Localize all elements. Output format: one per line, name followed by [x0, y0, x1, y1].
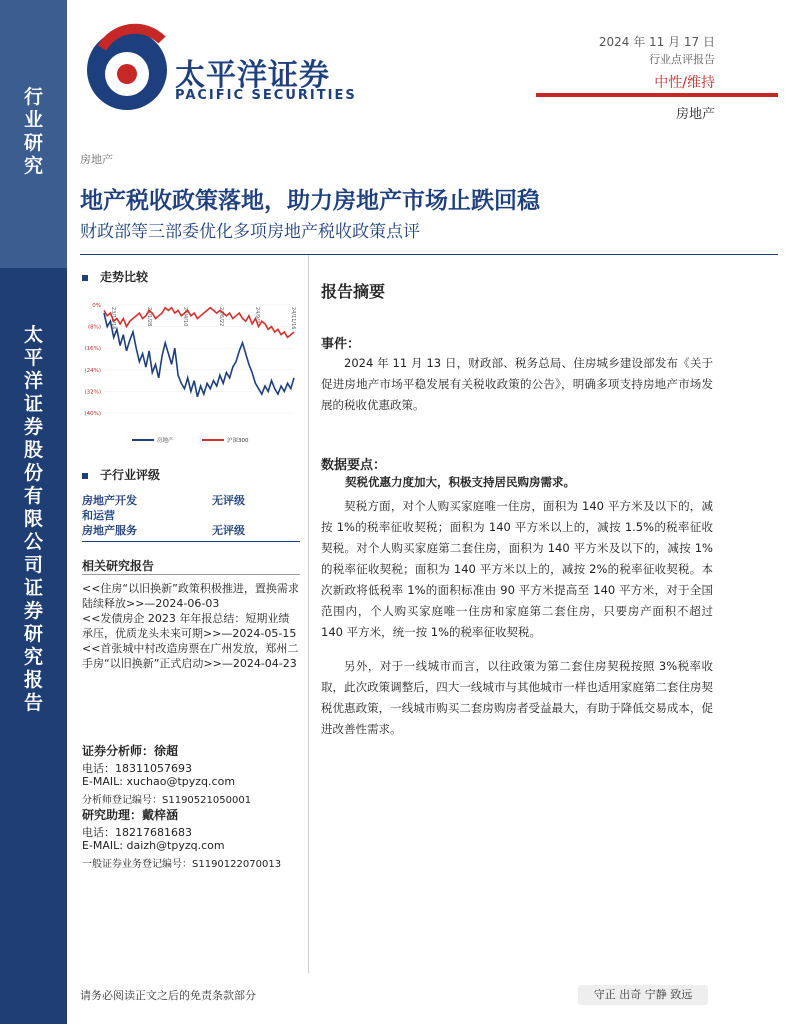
sidebar-top [0, 0, 67, 268]
page-subtitle: 财政部等三部委优化多项房地产税收政策点评 [80, 222, 420, 242]
sidebar-char: 洋 [23, 370, 43, 392]
report-type: 行业点评报告 [649, 53, 715, 66]
abstract-heading: 报告摘要 [321, 282, 386, 301]
table-row: 和运营 [82, 509, 115, 522]
sidebar-top-text: 行 业 研 究 [23, 86, 43, 177]
x-tick-label: 24/6/22 [218, 307, 224, 327]
event-heading: 事件： [321, 337, 361, 352]
legend-label: 沪深300 [227, 438, 249, 444]
analyst-1-reg: 分析师登记编号：S1190521050001 [82, 795, 252, 806]
header-sector: 房地产 [675, 107, 715, 122]
related-divider [82, 574, 300, 575]
analyst-2-phone: 电话：18217681683 [82, 826, 192, 839]
sidebar-bottom-text [0, 326, 67, 717]
table-divider [82, 541, 300, 542]
bullet-square-icon [82, 275, 88, 281]
sidebar-char: 平 [23, 347, 43, 369]
slogan-badge: 守正 出奇 宁静 致远 [578, 985, 708, 1005]
bullet-square-icon [82, 473, 88, 479]
sidebar-char: 告 [23, 692, 43, 714]
sidebar-char: 公 [23, 531, 43, 553]
related-report-link[interactable]: <<住房“以旧换新”政策积极推进，置换需求陆续释放>>—2024-06-03 [82, 582, 299, 610]
y-tick-label: (8%) [87, 324, 101, 331]
y-tick-label: (16%) [84, 346, 101, 353]
sidebar-char: 司 [23, 554, 43, 576]
sidebar-bottom [0, 268, 67, 1024]
analyst-1-email[interactable]: E-MAIL: xuchao@tpyzq.com [82, 775, 236, 788]
points-heading: 数据要点： [321, 458, 387, 473]
trend-chart [82, 295, 300, 455]
rating-underline [536, 93, 778, 97]
analyst-1-phone: 电话：18311057693 [82, 762, 192, 775]
sidebar-char: 份 [23, 462, 43, 484]
report-date: 2024 年 11 月 17 日 [598, 35, 715, 49]
first-tier-paragraph: 另外，对于一线城市而言，以往政策为第二套住房契税按照 3%税率收取，此次政策调整后，四大一线城市与其他城市一样也适用家庭第二套住房契税优惠政策，一线城市购买二套房购房者受益最大，有助于降低交易成本，促进改善性需求。 [321, 659, 713, 736]
sidebar-char: 报 [23, 669, 43, 691]
y-tick-label: (24%) [84, 367, 101, 374]
analyst-2-title: 研究助理：戴梓涵 [82, 808, 179, 822]
trend-heading: 走势比较 [82, 268, 148, 285]
page-title: 地产税收政策落地，助力房地产市场止跌回稳 [80, 187, 540, 214]
x-tick-label: 23/11/16 [110, 307, 116, 330]
key-point: 契税优惠力度加大，积极支持居民购房需求。 [345, 475, 575, 489]
sidebar-char: 限 [23, 508, 43, 530]
y-tick-label: (32%) [84, 389, 101, 396]
sidebar-char: 证 [23, 393, 43, 415]
x-tick-label: 24/9/3 [254, 307, 260, 324]
x-tick-label: 24/11/16 [290, 307, 296, 330]
related-report-link[interactable]: <<发债房企 2023 年年报总结：短期业绩承压，优质龙头未来可期>>—2024-05-15 [82, 612, 297, 640]
event-paragraph: 2024 年 11 月 13 日，财政部、税务总局、住房城乡建设部发布《关于促进房地产市场平稳发展有关税收政策的公告》，明确多项支持房地产市场发展的税收优惠政策。 [321, 356, 713, 412]
x-tick-label: 24/1/28 [146, 307, 152, 327]
y-tick-label: (40%) [84, 411, 101, 417]
industry-rating-heading: 子行业评级 [82, 466, 160, 483]
disclaimer-note: 请务必阅读正文之后的免责条款部分 [80, 989, 256, 1002]
analyst-1-title: 证券分析师：徐超 [82, 744, 179, 758]
sidebar-char: 究 [23, 646, 43, 668]
sector-label: 房地产 [80, 153, 113, 166]
related-report-link[interactable]: <<首张城中村改造房票在广州发放，郑州二手房“以旧换新”正式启动>>—2024-04-23 [82, 642, 299, 670]
sidebar-char: 股 [23, 439, 43, 461]
related-list [82, 581, 300, 671]
analyst-2-reg: 一般证券业务登记编号：S1190122070013 [82, 859, 282, 870]
analyst-2-email[interactable]: E-MAIL: daizh@tpyzq.com [82, 839, 225, 852]
column-divider [308, 255, 309, 973]
sidebar-char: 太 [23, 324, 43, 346]
logo-en-text: PACIFIC SECURITIES [175, 88, 357, 103]
industry-rating-table [82, 492, 300, 537]
rating-badge: 中性/维持 [654, 75, 715, 91]
related-heading: 相关研究报告 [82, 559, 155, 573]
tax-paragraph: 契税方面，对个人购买家庭唯一住房，面积为 140 平方米及以下的，减按 1%的税率征收契税；面积为 140 平方米以上的，减按 1.5%的税率征收契税。对个人购买家庭第二套住房，面积为 140 平方米及以下的，减按 1%的税率征收契税；面积为 140 平方米以上的，减按 2%的税率征收契税。本次新政将低税率 1%的面积标准由 90 平方米提高至 140 平方米，对于全国范围内，个人购买家庭唯一住房和家庭第二套住房，只要房产面积不超过 140 平方米，统一按 1%的税率征收契税。 [321, 499, 713, 639]
x-tick-label: 24/4/10 [182, 307, 188, 327]
sidebar-char: 券 [23, 600, 43, 622]
sidebar-char: 研 [23, 623, 43, 645]
sidebar-char: 有 [23, 485, 43, 507]
table-row: 房地产服务 无评级 [82, 524, 245, 537]
sidebar-char: 券 [23, 416, 43, 438]
logo-cn-text: 太平洋证券 [175, 58, 330, 93]
y-tick-label: 0% [92, 303, 101, 309]
title-divider [80, 254, 778, 255]
legend-label: 房地产 [157, 438, 174, 444]
table-row: 房地产开发 无评级 [82, 494, 245, 507]
sidebar-char: 证 [23, 577, 43, 599]
